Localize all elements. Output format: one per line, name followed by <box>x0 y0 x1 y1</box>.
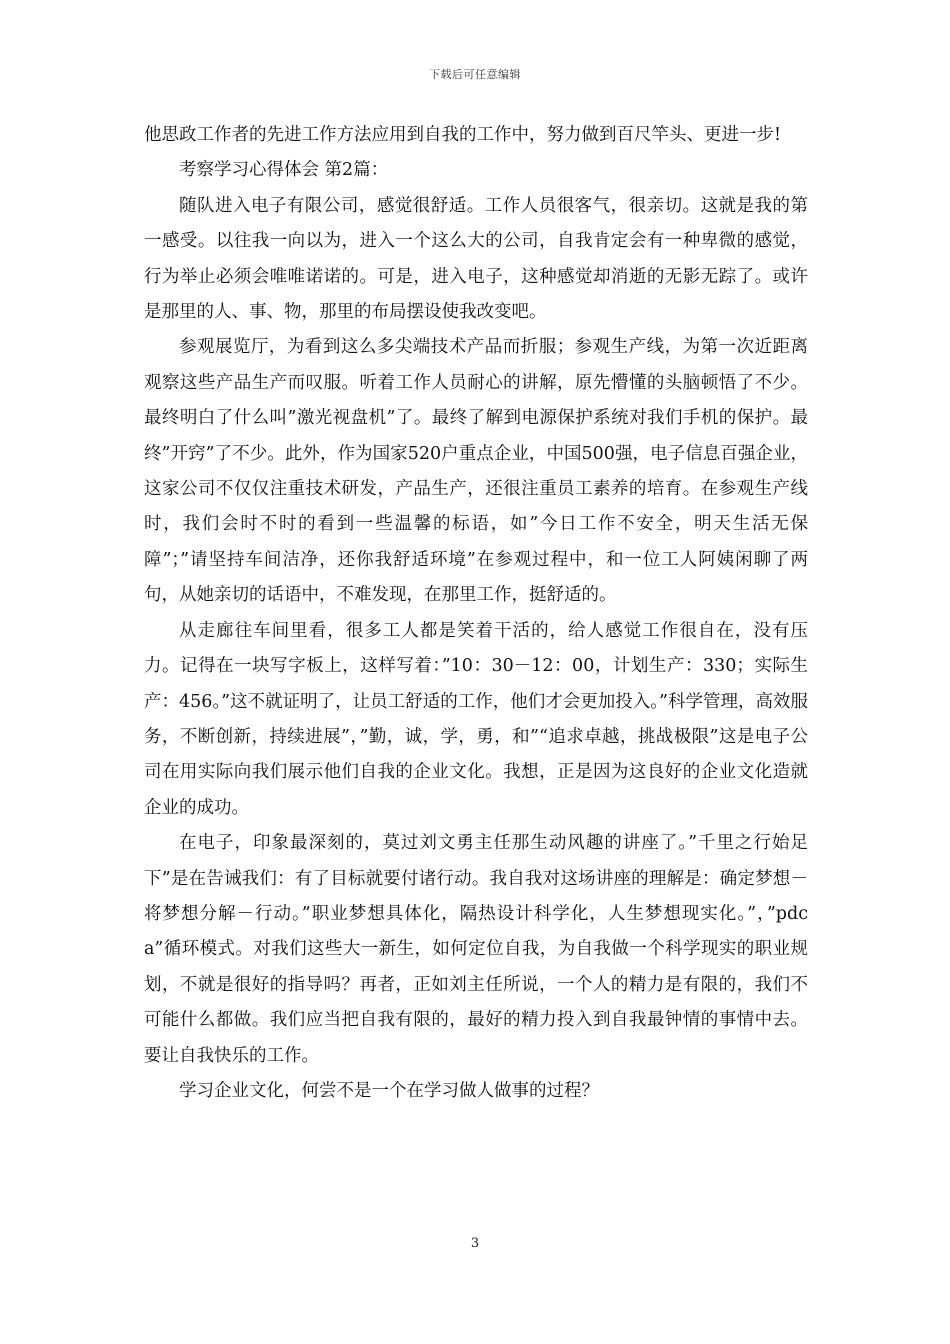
paragraph-continuation: 他思政工作者的先进工作方法应用到自我的工作中，努力做到百尺竿头、更进一步! <box>144 125 782 145</box>
paragraph: 随队进入电子有限公司，感觉很舒适。工作人员很客气，很亲切。这就是我的第一感受。以往我一向以为，进入一个这么大的公司，自我肯定会有一种卑微的感觉，行为举止必须会唯唯诺诺的。可是，进入电子，这种感觉却消逝的无影无踪了。或许是那里的人、事、物，那里的布局摆设使我改变吧。 <box>144 195 808 323</box>
document-body <box>144 118 808 1109</box>
section-title: 考察学习心得体会 第2篇： <box>179 160 389 181</box>
paragraph: 从走廊往车间里看，很多工人都是笑着干活的，给人感觉工作很自在，没有压力。记得在一块写字板上，这样写着：”10：30－12：00，计划生产：330；实际生产：456。”这不就证明了，让员工舒适的工作，他们才会更加投入。”科学管理，高效服务，不断创新，持续进展”，”勤，诚，学，勇，和”“追求卓越，挑战极限”这是电子公司在用实际向我们展示他们自我的企业文化。我想，正是因为这良好的企业文化造就企业的成功。 <box>144 620 808 818</box>
paragraph: 参观展览厅，为看到这么多尖端技术产品而折服；参观生产线，为第一次近距离观察这些产品生产而叹服。听着工作人员耐心的讲解，原先懵懂的头脑顿悟了不少。最终明白了什么叫”激光视盘机”了。最终了解到电源保护系统对我们手机的保护。最终”开窍”了不少。此外，作为国家520户重点企业，中国500强，电子信息百强企业，这家公司不仅仅注重技术研发，产品生产，还很注重员工素养的培育。在参观生产线时，我们会时不时的看到一些温馨的标语，如”今日工作不安全，明天生活无保障”；”请坚持车间洁净，还你我舒适环境”在参观过程中，和一位工人阿姨闲聊了两句，从她亲切的话语中，不难发现，在那里工作，挺舒适的。 <box>144 337 808 606</box>
paragraph: 在电子，印象最深刻的，莫过刘文勇主任那生动风趣的讲座了。”千里之行始足下”是在告诫我们：有了目标就要付诸行动。我自我对这场讲座的理解是：确定梦想－将梦想分解－行动。”职业梦想具体化，隔热设计科学化，人生梦想现实化。”，”pdca”循环模式。对我们这些大一新生，如何定位自我，为自我做一个科学现实的职业规划，不就是很好的指导吗？再者，正如刘主任所说，一个人的精力是有限的，我们不可能什么都做。我们应当把自我有限的，最好的精力投入到自我最钟情的事情中去。要让自我快乐的工作。 <box>144 833 808 1066</box>
page-number: 3 <box>470 1236 480 1251</box>
page-header: 下载后可任意编辑 <box>429 68 521 81</box>
paragraph: 学习企业文化，何尝不是一个在学习做人做事的过程？ <box>179 1080 599 1101</box>
